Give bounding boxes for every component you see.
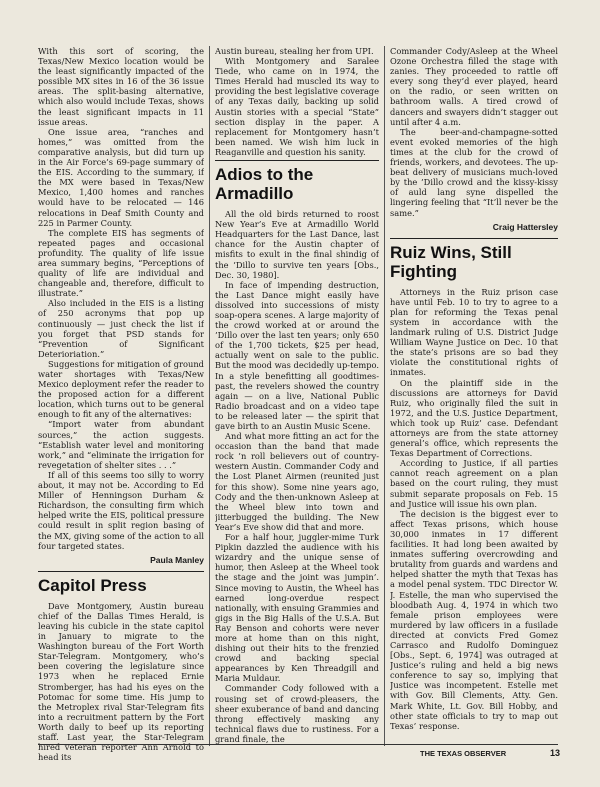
paragraph: Also included in the EIS is a listing of 250 acronyms that pop up continuously — just check the list if you forget that PSD stands for “Prevention of Significant Deterioriation.” xyxy=(38,298,204,359)
headline-capitol-press: Capitol Press xyxy=(38,575,147,595)
paragraph: In face of impending destruction, the Last Dance might easily have dissolved into successions of misty soap-opera scenes. A large majority of the crowd worked at or around the ’Dillo over the last ten years; only 650 of the 1,700 tickets, $25 per head, actually went on sale to the public. But the mood was decidedly up-tempo. In a style benefitting all goodtimes-past, the revelers showed the country again — on a live, National Public Radio broadcast and on a video tape to be released later — the spirit that gave birth to an Austin Music Scene. xyxy=(215,279,379,431)
paragraph: With this sort of scoring, the Texas/New Mexico location would be the least significantly impacted of the possible MX sites in 16 of the 36 issue areas. The split-basing alternative, which also would include Texas, shows the least significant impacts in 11 issue areas. xyxy=(38,46,204,127)
paragraph: Dave Montgomery, Austin bureau chief of the Dallas Times Herald, is leaving his cubicle in the state capitol in January to migrate to the Washington bureau of the Fort Worth Star-Telegram. Montgomery, who’s been covering the legislature since 1973 when he replaced Ernie Stromberger, has had his eyes on the Potomac for some time. His jump to the Metroplex rival Star-Telegram fits into a recruitment pattern by the Fort Worth daily to beef up its reporting staff. Last year, the Star-Telegram hired veteran reporter Ann Arnold to head its xyxy=(38,600,204,763)
paragraph: “Import water from abundant sources,” the action suggests. “Establish water level and monitoring work,” and “eliminate the irrigation for revegetation of shelter sites . . .” xyxy=(38,419,204,470)
section-divider xyxy=(38,571,204,572)
column-3 xyxy=(390,46,558,746)
paragraph: Suggestions for mitigation of ground water shortages with Texas/New Mexico deployment refer the reader to the proposed action for a different location, which turns out to be general enough to fit any of the alternatives: xyxy=(38,358,204,420)
author-signature: Craig Hattersley xyxy=(492,221,558,232)
paragraph: Attorneys in the Ruiz prison case have until Feb. 10 to try to agree to a plan for reforming the Texas penal system in accordance with the landmark ruling of U.S. District Judge William Wayne Justice on Dec. 10 that the state’s prisons are so bad they violate the constitutional rights of inmates. xyxy=(390,286,558,378)
paragraph: The beer-and-champagne-sotted event evoked memories of the high times at the club for the crowd of friends, workers, and devotees. The up-beat delivery of musicians much-loved by the ’Dillo crowd and the kissy-kissy of auld lang syne dispelled the lingering feeling that “It’ll never be the same.” xyxy=(390,126,558,218)
headline-ruiz-wins: Ruiz Wins, Still Fighting xyxy=(390,242,512,281)
column-1 xyxy=(38,46,204,768)
mx-article-body xyxy=(38,46,204,551)
section-divider xyxy=(390,238,558,239)
paragraph: Commander Cody/Asleep at the Wheel Ozone Orchestra filled the stage with zanies. They proceeded to rattle off every song they’d ever played, heard on the radio, or seen written on bathroom walls. A tired crowd of dancers and swayers didn’t stagger out until after 4 a.m. xyxy=(390,46,558,127)
paragraph: And what more fitting an act for the occasion than the band that made rock ’n roll believers out of country-western Austin. Commander Cody and the Lost Planet Airmen (reunited just for this show). Some nine years ago, Cody and the then-unknown Asleep at the Wheel blew into town and jitterbugged the building. The New Year’s Eve show did that and more. xyxy=(215,431,379,532)
paragraph: According to Justice, if all parties cannot reach agreement on a plan based on the court ruling, they must submit separate proposals on Feb. 15 and Justice will issue his own plan. xyxy=(390,458,558,509)
page-number: 13 xyxy=(549,748,560,758)
column-2 xyxy=(215,46,379,746)
paragraph: Austin bureau, stealing her from UPI. xyxy=(215,46,374,56)
paragraph: On the plaintiff side in the discussions are attorneys for David Ruiz, who originally filed the suit in 1972, and the U.S. Justice Department, which took up Ruiz’ case. Defendant attorneys are from the state attorney general’s office, which represents the Texas Department of Corrections. xyxy=(390,377,558,459)
publication-name: THE TEXAS OBSERVER xyxy=(420,748,507,758)
paragraph: The decision is the biggest ever to affect Texas prisons, which house 30,000 inmates in 17 different facilities. It had long been awaited by inmates suffering overcrowding and brutality from guards and wardens and helped shatter the myth that Texas has a model penal system. TDC Director W. J. Estelle, the man who supervised the bloodbath Aug. 4, 1974 in which two female prison employees were murdered by law officers in a fusilade directed at convicts Fred Gomez Carrasco and Rudolfo Dominguez [Obs., Sept. 6, 1974] was outraged at Justice’s ruling and held a big news conference to say so, implying that Justice was incompetent. Estelle met with Gov. Bill Clements, Atty. Gen. Mark White, Lt. Gov. Bill Hobby, and other state officials to try to map out Texas’ response. xyxy=(390,508,558,731)
paragraph: If all of this seems too silly to worry about, it may not be. According to Ed Miller of Henningson Durham & Richardson, the consulting firm which helped write the EIS, political pressure could result in split region basing of the MX, giving some of the action to all four targeted states. xyxy=(38,469,204,551)
paragraph: Commander Cody followed with a rousing set of crowd-pleasers, the sheer exuberance of band and dancing throng effectively masking any technical flaws due to rustiness. For a grand finale, the xyxy=(215,683,379,744)
section-divider xyxy=(215,160,379,161)
page-footer xyxy=(420,748,560,758)
column-rule xyxy=(384,46,385,746)
paragraph: All the old birds returned to roost New Year’s Eve at Armadillo World Headquarters for the Last Dance, last chance for the Austin chapter of misfits to exult in the final shindig of the ’Dillo to survive ten years [Obs., Dec. 30, 1980]. xyxy=(215,209,379,280)
paragraph: The complete EIS has segments of repeated pages and occasional profundity. The quality of life issue area summary begins, “Perceptions of quality of life are individual and changeable and, therefore, difficult to illustrate.” xyxy=(38,227,204,299)
paragraph: One issue area, “ranches and homes,” was omitted from the comparative analysis, but did turn up in the Air Force’s 69-page summary of the EIS. According to the summary, if the MX were based in Texas/New Mexico, 1,400 homes and ranches would have to be relocated — 146 relocations in Deaf Smith County and 225 in Parmer County. xyxy=(38,126,204,228)
paragraph: For a half hour, juggler-mime Turk Pipkin dazzled the audience with his wizardry and the unique sense of humor, then Asleep at the Wheel took the stage and the joint was jumpin’. Since moving to Austin, the Wheel has earned long-overdue respect nationally, with ensuing Grammies and gigs in the Big Halls of the U.S.A. But Ray Benson and cohorts were never more at home than on this night, dishing out their hits to the frenzied crowd and backing special appearances by Ken Threadgill and Maria Muldaur. xyxy=(215,532,379,684)
author-signature: Paula Manley xyxy=(150,554,204,565)
paragraph: With Montgomery and Saralee Tiede, who came on in 1974, the Times Herald had muscled its way to providing the best legislative coverage of any Texas daily, backing up solid Austin stories with a special “State” section display in the paper. A replacement for Montgomery hasn’t been named. We wish him luck in Reaganville and question his sanity. xyxy=(215,56,379,157)
footer-rule xyxy=(38,744,558,745)
column-rule xyxy=(209,46,210,746)
headline-adios-armadillo: Adios to the Armadillo xyxy=(215,165,314,204)
